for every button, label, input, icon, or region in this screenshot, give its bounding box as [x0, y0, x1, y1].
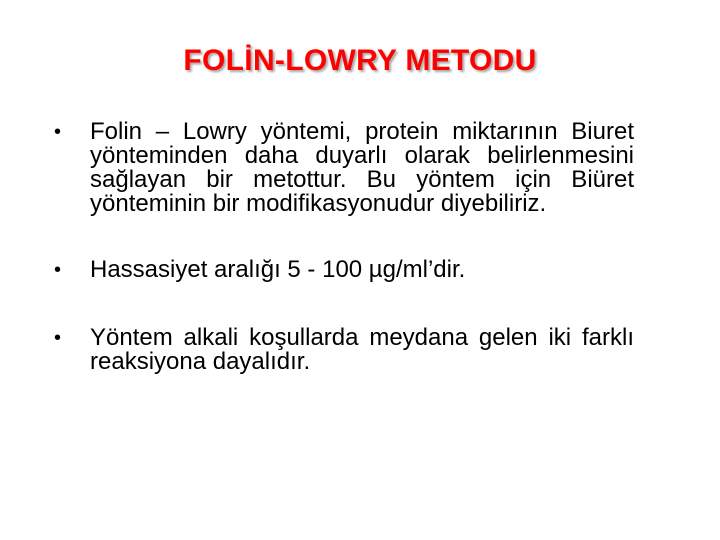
bullet-text: Yöntem alkali koşullarda meydana gelen iki farklı reaksiyona dayalıdır.	[90, 324, 634, 375]
bullet-text: Hassasiyet aralığı 5 - 100 µg/ml’dir.	[90, 256, 466, 283]
slide-title: FOLİN-LOWRY METODU	[183, 44, 537, 77]
bullet-item	[54, 326, 634, 374]
bullet-item	[54, 258, 634, 282]
bullet-list	[54, 120, 634, 374]
bullet-marker: •	[54, 327, 62, 349]
bullet-marker: •	[54, 121, 62, 143]
bullet-item	[54, 120, 634, 216]
bullet-marker: •	[54, 259, 62, 281]
bullet-text: Folin – Lowry yöntemi, protein miktarının Biuret yönteminden daha duyarlı olarak belirlenmesini sağlayan bir metottur. Bu yöntem için Biüret yönteminin bir modifikasyonudur diyebiliriz.	[90, 118, 634, 217]
